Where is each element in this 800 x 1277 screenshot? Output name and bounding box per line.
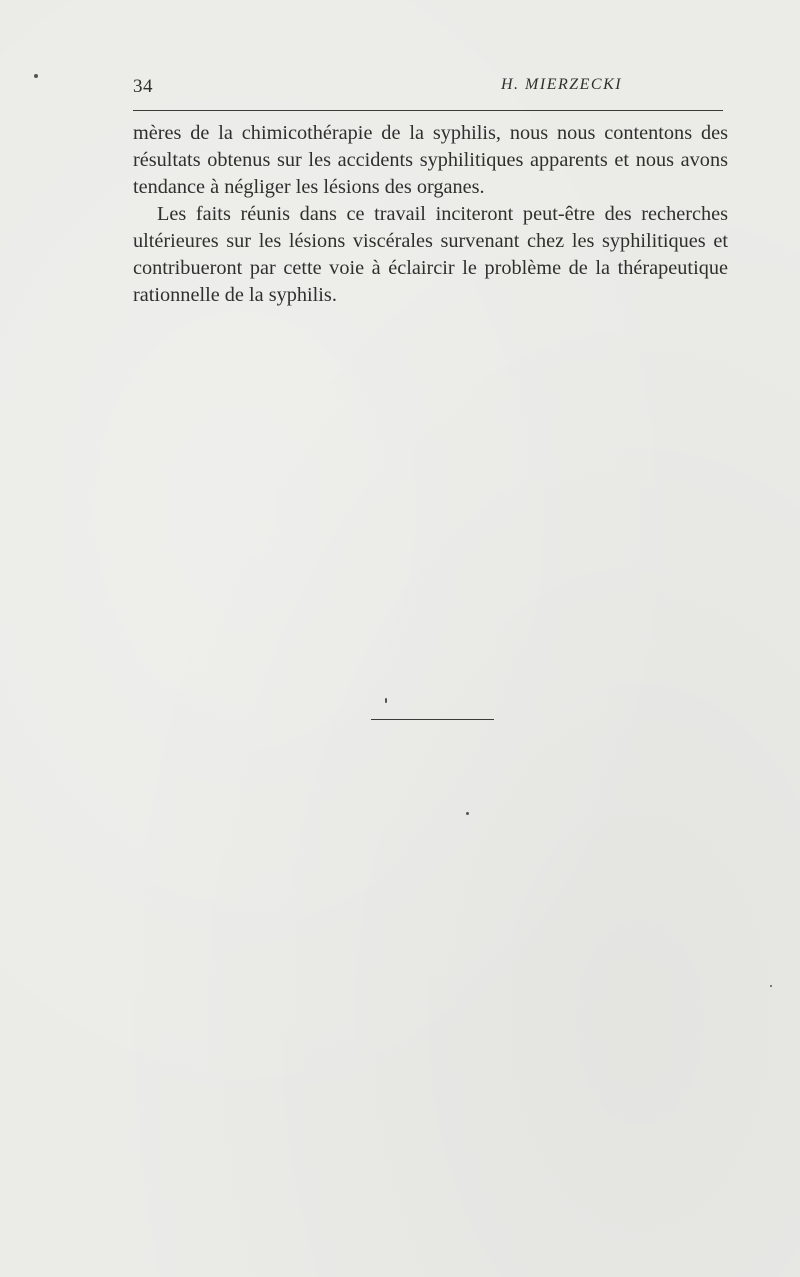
paragraph-1: mères de la chimicothérapie de la syphilis, nous nous contentons des résultats obtenus sur les accidents syphilitiques apparents et nous avons tendance à négliger les lésions des organes. [133, 122, 728, 198]
page-number: 34 [133, 76, 153, 97]
body-text [133, 120, 728, 309]
running-head [133, 76, 723, 102]
paragraph-2: Les faits réunis dans ce travail inciteront peut-être des recherches ultérieures sur les lésions viscérales survenant chez les syphilitiques et contribueront par cette voie à éclaircir le problème de la thérapeutique rationnelle de la syphilis. [133, 203, 728, 306]
paper-speck [34, 74, 38, 78]
header-rule [133, 110, 723, 111]
running-head-author: H. MIERZECKI [501, 76, 623, 93]
paper-speck [385, 698, 387, 703]
paper-speck [466, 812, 469, 815]
paper-speck [770, 985, 772, 987]
closing-rule [371, 719, 494, 720]
